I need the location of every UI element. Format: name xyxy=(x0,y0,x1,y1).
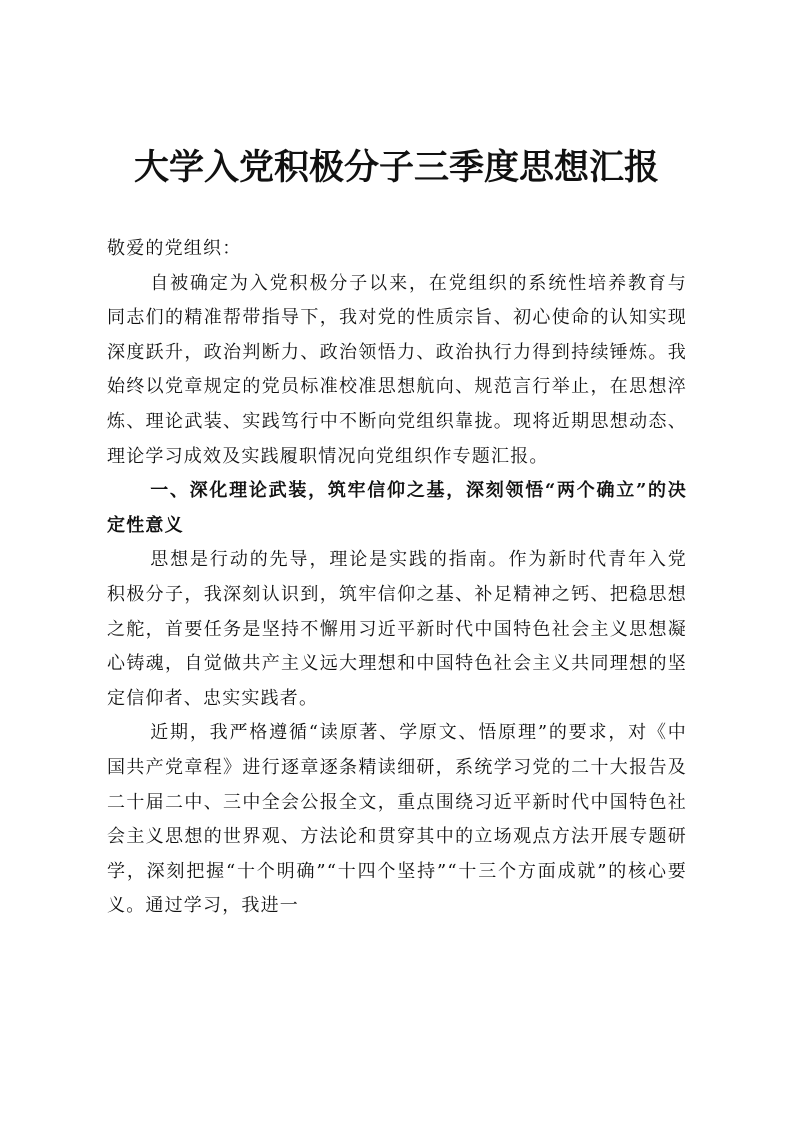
salutation: 敬爱的党组织： xyxy=(107,238,242,259)
document-title: 大学入党积极分子三季度思想汇报 xyxy=(133,147,659,188)
intro-paragraph: 自被确定为入党积极分子以来，在党组织的系统性培养教育与同志们的精准帮带指导下，我对党的性质宗旨、初心使命的认知实现深度跃升，政治判断力、政治领悟力、政治执行力得到持续锤炼。我始终以党章规定的党员标准校准思想航向、规范言行举止，在思想淬炼、理论武装、实践笃行中不断向党组织靠拢。现将近期思想动态、理论学习成效及实践履职情况向党组织作专题汇报。 xyxy=(107,272,687,467)
document-body xyxy=(107,232,687,924)
body-paragraph: 近期，我严格遵循“读原著、学原文、悟原理”的要求，对《中国共产党章程》进行逐章逐条精读细研，系统学习党的二十大报告及二十届二中、三中全会公报全文，重点围绕习近平新时代中国特色社会主义思想的世界观、方法论和贯穿其中的立场观点方法开展专题研学，深刻把握“十个明确”“十四个坚持”“十三个方面成就”的核心要义。通过学习，我进一 xyxy=(107,722,687,917)
section-heading: 一、深化理论武装，筑牢信仰之基，深刻领悟“两个确立”的决定性意义 xyxy=(107,480,687,536)
body-paragraph: 思想是行动的先导，理论是实践的指南。作为新时代青年入党积极分子，我深刻认识到，筑牢信仰之基、补足精神之钙、把稳思想之舵，首要任务是坚持不懈用习近平新时代中国特色社会主义思想凝心铸魂，自觉做共产主义远大理想和中国特色社会主义共同理想的坚定信仰者、忠实实践者。 xyxy=(107,549,687,709)
